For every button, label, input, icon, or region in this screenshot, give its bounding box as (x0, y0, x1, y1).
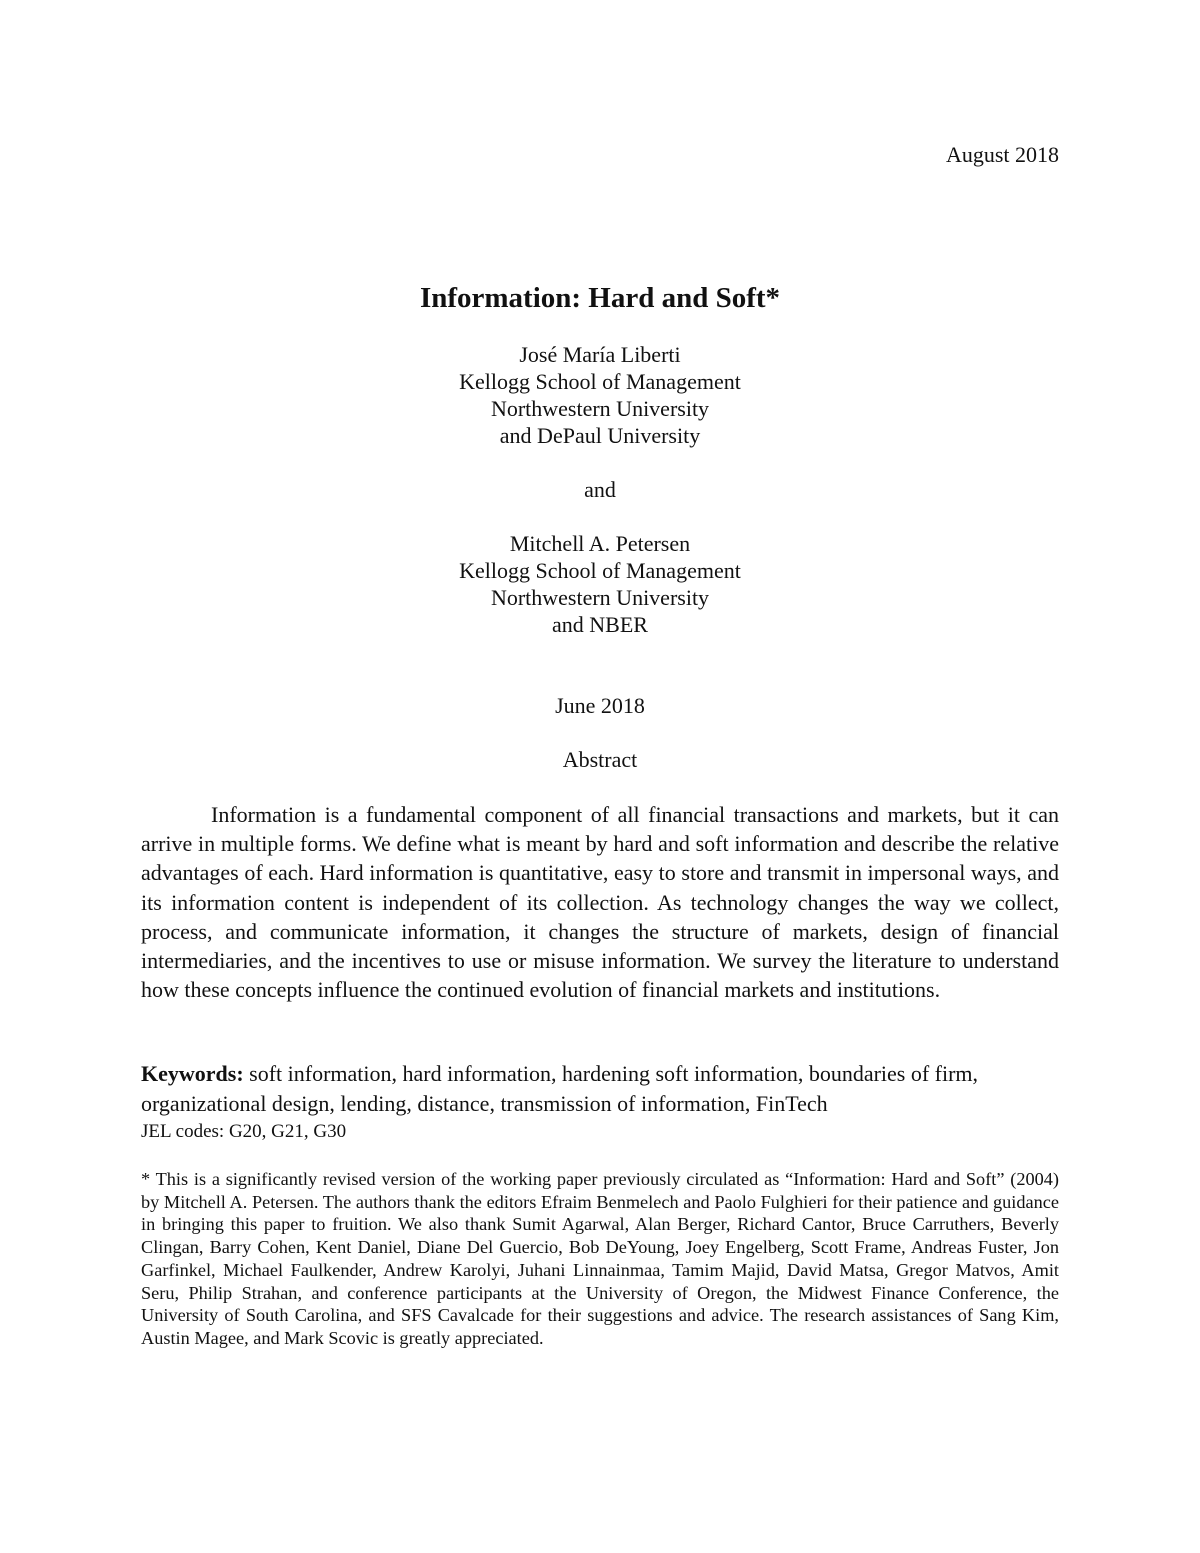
keywords-text: soft information, hard information, hardening soft information, boundaries of firm, organizational design, lending, distance, transmission of information, FinTech (141, 1061, 979, 1116)
abstract-heading: Abstract (562, 747, 638, 772)
author-affiliation-line: Northwestern University (490, 396, 710, 421)
author-affiliation-line: Kellogg School of Management (459, 369, 741, 394)
paper-date: June 2018 (555, 693, 645, 718)
keywords-paragraph (141, 1059, 1059, 1119)
author-affiliation-line: and NBER (552, 612, 648, 637)
abstract-text: Information is a fundamental component of all financial transactions and markets, but it can arrive in multiple forms. We define what is meant by hard and soft information and describe the relative advantages of each. Hard information is quantitative, easy to store and transmit in impersonal ways, and its information content is independent of its collection. As technology changes the way we collect, process, and communicate information, it changes the structure of markets, design of financial intermediaries, and the incentives to use or misuse information. We survey the literature to understand how these concepts influence the continued evolution of financial markets and institutions. (141, 802, 1059, 1003)
title-footnote: * This is a significantly revised version of the working paper previously circulated as “Information: Hard and Soft” (2004) by Mitchell A. Petersen. The authors thank the editors Efraim Benmelech and Paolo Fulghieri for their patience and guidance in bringing this paper to fruition. We also thank Sumit Agarwal, Alan Berger, Richard Cantor, Bruce Carruthers, Beverly Clingan, Barry Cohen, Kent Daniel, Diane Del Guercio, Bob DeYoung, Joey Engelberg, Scott Frame, Andreas Fuster, Jon Garfinkel, Michael Faulkender, Andrew Karolyi, Juhani Linnainmaa, Tamim Majid, David Matsa, Gregor Matvos, Amit Seru, Philip Strahan, and conference participants at the University of Oregon, the Midwest Finance Conference, the University of South Carolina, and SFS Cavalcade for their suggestions and advice. The research assistances of Sang Kim, Austin Magee, and Mark Scovic is greatly appreciated. (141, 1169, 1059, 1348)
keywords-label: Keywords: (141, 1061, 244, 1086)
author-block-2 (141, 530, 1059, 638)
header-date: August 2018 (945, 142, 1059, 167)
paper-title: Information: Hard and Soft* (419, 282, 781, 314)
author-name: Mitchell A. Petersen (509, 531, 691, 556)
author-block-1 (141, 341, 1059, 449)
author-affiliation-line: and DePaul University (499, 423, 701, 448)
jel-codes: JEL codes: G20, G21, G30 (141, 1121, 347, 1142)
author-separator: and (584, 477, 616, 502)
author-name: José María Liberti (519, 342, 681, 367)
author-affiliation-line: Kellogg School of Management (459, 558, 741, 583)
author-affiliation-line: Northwestern University (490, 585, 710, 610)
